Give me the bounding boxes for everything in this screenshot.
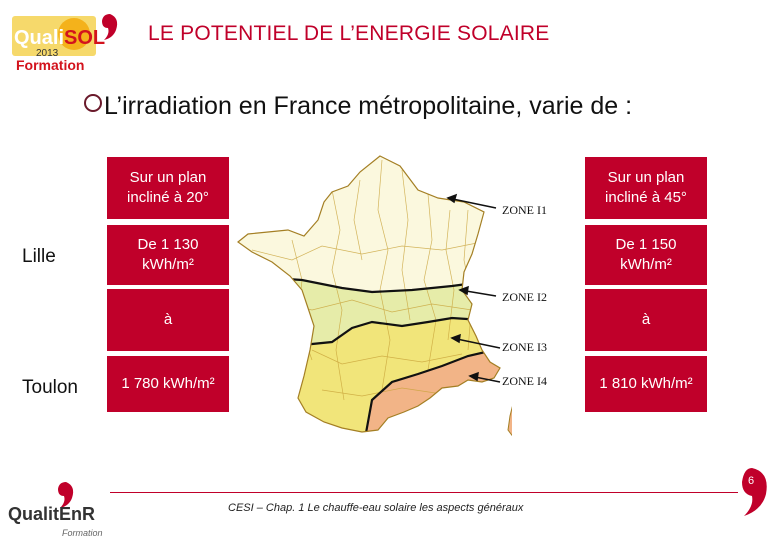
svg-text:QualitEnR: QualitEnR xyxy=(8,504,96,524)
left-south-value-box xyxy=(107,356,229,412)
zone-i3-area xyxy=(232,318,512,455)
headline-text: L’irradiation en France métropolitaine, varie de : xyxy=(104,92,633,120)
right-head-box xyxy=(585,157,707,219)
left-south-value: 1 780 kWh/m² xyxy=(121,375,215,392)
zone-label-i1: ZONE I1 xyxy=(502,203,547,217)
page-number: 6 xyxy=(748,475,755,487)
left-head-box xyxy=(107,157,229,219)
bullet-icon xyxy=(84,94,102,112)
city-toulon: Toulon xyxy=(22,377,78,398)
svg-text:SOL: SOL xyxy=(64,27,106,49)
zone-label-i4: ZONE I4 xyxy=(502,374,547,388)
headline xyxy=(84,92,632,121)
left-north-value-box xyxy=(107,225,229,285)
right-south-value: 1 810 kWh/m² xyxy=(599,375,693,392)
right-north-value-box xyxy=(585,225,707,285)
slide-title: LE POTENTIEL DE L’ENERGIE SOLAIRE xyxy=(148,22,550,45)
left-connector: à xyxy=(163,311,173,328)
qualitenr-logo xyxy=(6,480,110,538)
france-zone-map xyxy=(232,150,512,455)
left-north-value: De 1 130 kWh/m² xyxy=(137,236,199,273)
zone-label-i3: ZONE I3 xyxy=(502,340,547,354)
footer-caption: CESI – Chap. 1 Le chauffe-eau solaire les aspects généraux xyxy=(228,502,524,514)
footer-divider xyxy=(110,492,738,493)
svg-text:Formation: Formation xyxy=(16,57,85,72)
right-head-text: Sur un plan incliné à 45° xyxy=(605,169,687,206)
svg-text:Formation: Formation xyxy=(62,528,103,538)
left-connector-box xyxy=(107,289,229,351)
svg-text:Quali: Quali xyxy=(14,27,65,49)
left-head-text: Sur un plan incliné à 20° xyxy=(127,169,209,206)
right-south-value-box xyxy=(585,356,707,412)
corsica-shape xyxy=(508,398,512,438)
right-north-value: De 1 150 kWh/m² xyxy=(615,236,677,273)
city-lille: Lille xyxy=(22,246,56,267)
qualisol-logo xyxy=(6,10,126,72)
right-connector-box xyxy=(585,289,707,351)
page-number-badge xyxy=(738,466,772,522)
zone-label-i2: ZONE I2 xyxy=(502,290,547,304)
svg-text:2013: 2013 xyxy=(36,48,59,59)
right-connector: à xyxy=(641,311,651,328)
